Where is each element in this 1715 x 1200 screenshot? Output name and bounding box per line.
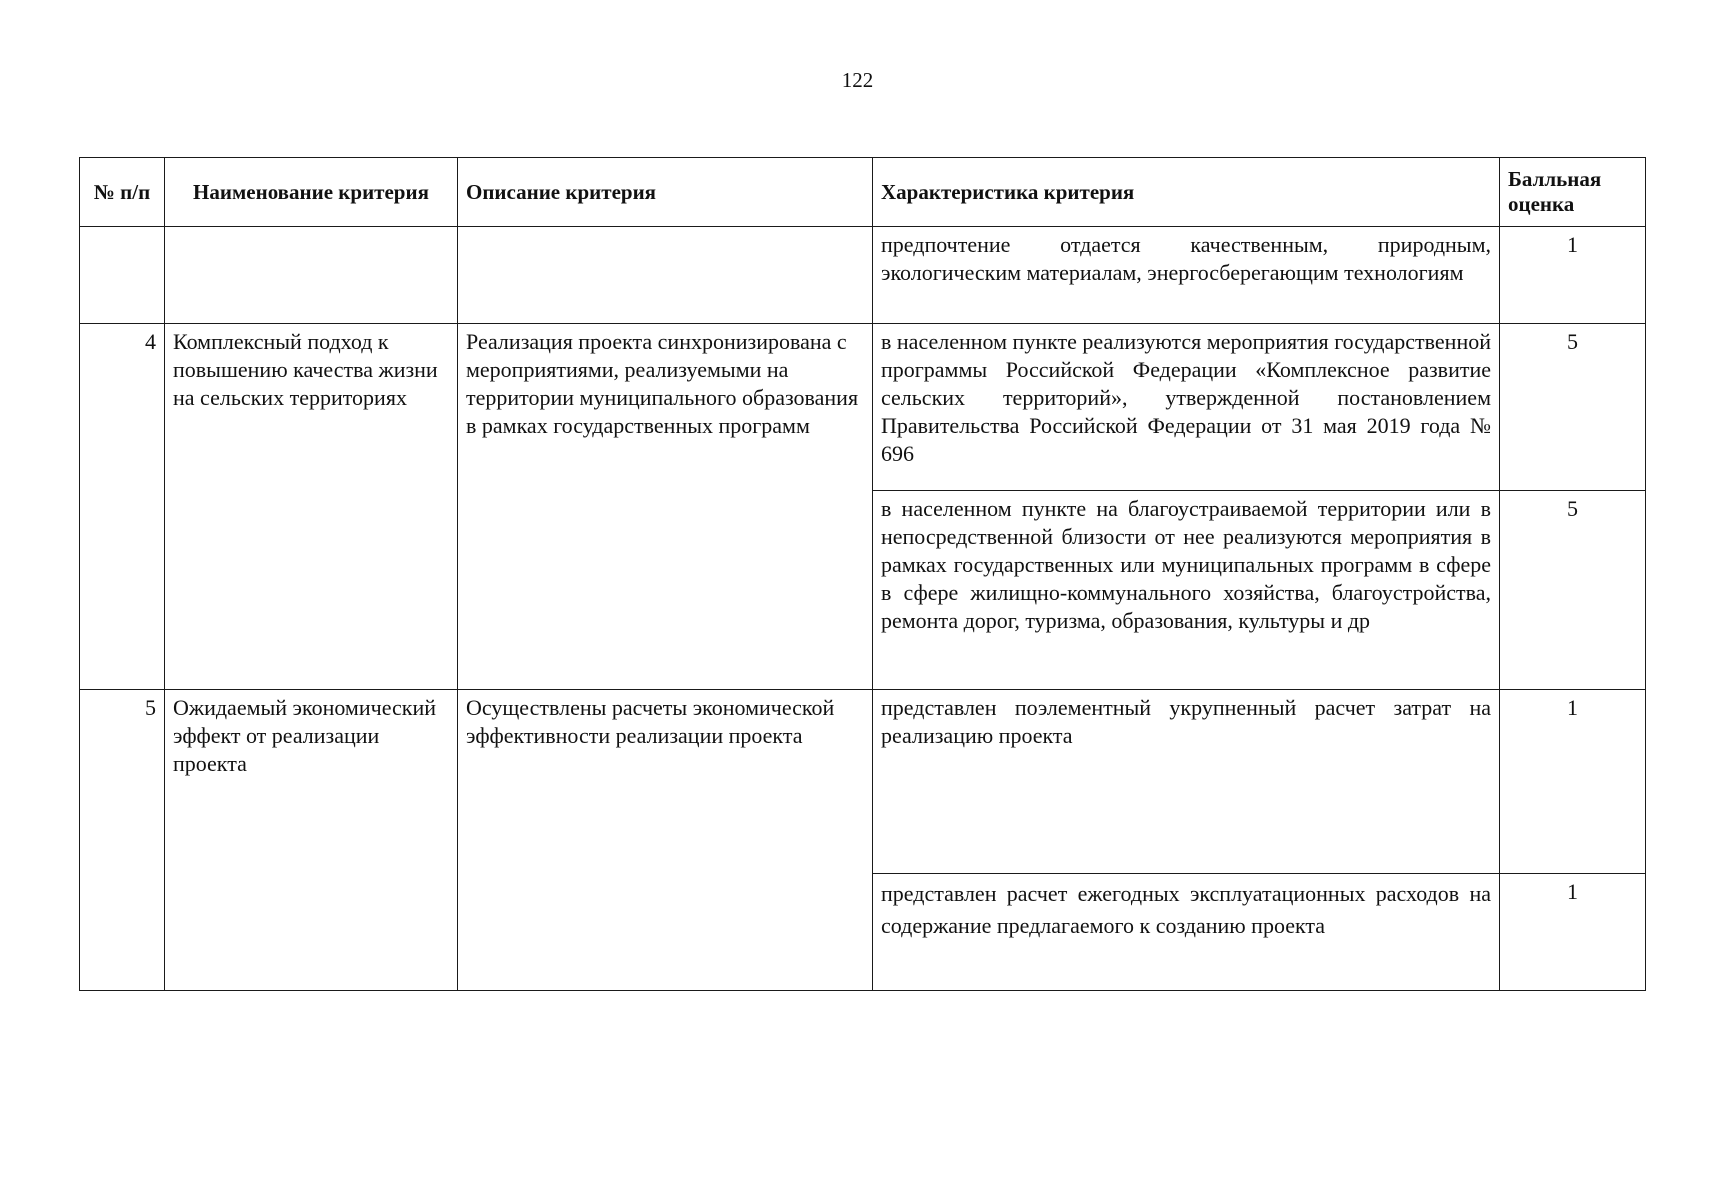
header-criterion-name: Наименование критерия bbox=[165, 158, 458, 227]
header-number: № п/п bbox=[80, 158, 165, 227]
criterion-name: Комплексный подход к повышению качества жизни на сельских территориях bbox=[165, 324, 458, 690]
criterion-characteristic: представлен расчет ежегодных эксплуатационных расходов на содержание предлагаемого к созданию проекта bbox=[873, 874, 1500, 991]
criterion-description: Реализация проекта синхронизирована с мероприятиями, реализуемыми на территории муниципального образования в рамках государственных программ bbox=[458, 324, 873, 690]
page-number: 122 bbox=[841, 68, 874, 92]
criterion-score: 1 bbox=[1500, 227, 1646, 324]
table-row bbox=[80, 227, 1646, 324]
row-number: 4 bbox=[80, 324, 165, 690]
table-header-row bbox=[80, 158, 1646, 227]
criterion-score: 1 bbox=[1500, 690, 1646, 874]
criterion-characteristic: в населенном пункте реализуются мероприятия государственной программы Российской Федерации «Комплексное развитие сельских территорий», утвержденной постановлением Правительства Российской Федерации от 31 мая 2019 года № 696 bbox=[873, 324, 1500, 491]
criterion-description bbox=[458, 227, 873, 324]
criterion-score: 1 bbox=[1500, 874, 1646, 991]
header-criterion-characteristic: Характеристика критерия bbox=[873, 158, 1500, 227]
table-row bbox=[80, 324, 1646, 491]
row-number bbox=[80, 227, 165, 324]
criterion-score: 5 bbox=[1500, 324, 1646, 491]
criterion-name bbox=[165, 227, 458, 324]
criterion-characteristic: предпочтение отдается качественным, природным, экологическим материалам, энергосберегающим технологиям bbox=[873, 227, 1500, 324]
criterion-name: Ожидаемый экономический эффект от реализации проекта bbox=[165, 690, 458, 991]
criterion-score: 5 bbox=[1500, 491, 1646, 690]
criterion-description: Осуществлены расчеты экономической эффективности реализации проекта bbox=[458, 690, 873, 991]
criterion-characteristic: представлен поэлементный укрупненный расчет затрат на реализацию проекта bbox=[873, 690, 1500, 874]
criterion-characteristic: в населенном пункте на благоустраиваемой территории или в непосредственной близости от нее реализуются мероприятия в рамках государственных или муниципальных программ в сфере в сфере жилищно-коммунального хозяйства, благоустройства, ремонта дорог, туризма, образования, культуры и др bbox=[873, 491, 1500, 690]
header-criterion-description: Описание критерия bbox=[458, 158, 873, 227]
row-number: 5 bbox=[80, 690, 165, 991]
table-row bbox=[80, 690, 1646, 874]
header-score: Балльная оценка bbox=[1500, 158, 1646, 227]
criteria-table bbox=[79, 157, 1646, 991]
